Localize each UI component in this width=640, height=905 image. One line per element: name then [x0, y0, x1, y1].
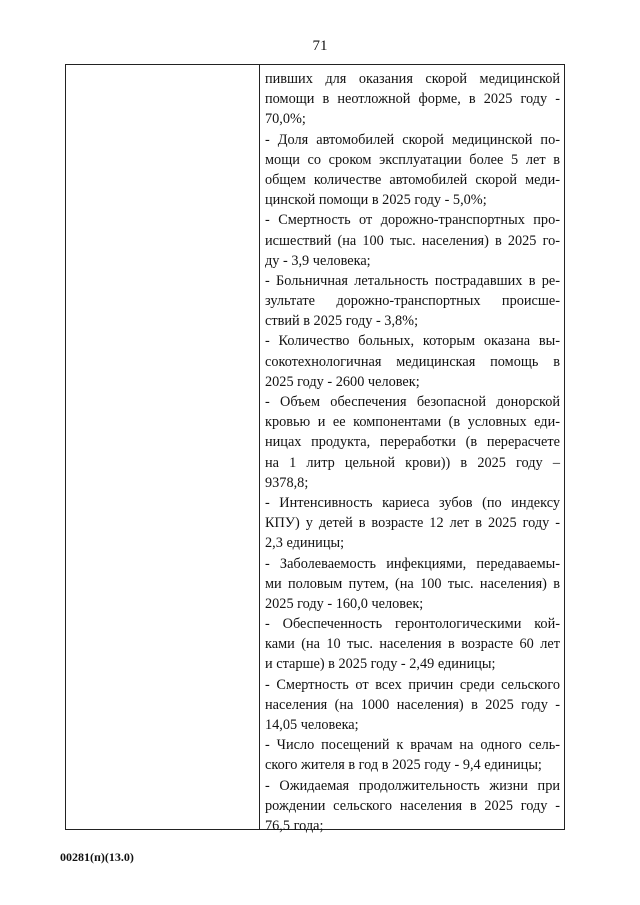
text-line: - Доля автомобилей скорой медицинской по- [265, 131, 560, 148]
text-line: помощи в неотложной форме, в 2025 году - [265, 91, 560, 108]
text-line: - Число посещений к врачам на одного сель- [265, 737, 560, 754]
text-line: 70,0%; [265, 111, 306, 128]
text-line: ками (на 10 тыс. населения в возрасте 60 лет [265, 636, 560, 653]
indicators-text-cell [265, 69, 560, 836]
text-line: 2025 году - 160,0 человек; [265, 595, 424, 612]
text-line: - Объем обеспечения безопасной донорской [265, 394, 560, 410]
text-line: и старше) в 2025 году - 2,49 единицы; [265, 656, 496, 673]
text-line: 76,5 года; [265, 817, 324, 834]
text-line: общем количестве автомобилей скорой меди- [265, 171, 560, 188]
text-line: ми половым путем, (на 100 тыс. населения) в [265, 575, 560, 592]
text-line: ницах продукта, переработки (в перерасчете [265, 434, 560, 451]
text-line: цинской помощи в 2025 году - 5,0%; [265, 192, 487, 209]
text-line: - Смертность от всех причин среди сельского [265, 676, 560, 693]
text-line: ского жителя в год в 2025 году - 9,4 единицы; [265, 757, 542, 774]
text-line: - Ожидаемая продолжительность жизни при [265, 777, 560, 794]
text-line: - Больничная летальность пострадавших в ре- [265, 272, 560, 289]
text-line: КПУ) у детей в возрасте 12 лет в 2025 году - [265, 515, 560, 532]
text-line: рождении сельского населения в 2025 году - [265, 797, 560, 814]
text-line: зультате дорожно-транспортных происше- [265, 293, 560, 310]
text-line: 2025 году - 2600 человек; [265, 373, 420, 390]
text-line: пивших для оказания скорой медицинской [265, 71, 560, 87]
page-number: 71 [312, 38, 328, 54]
column-divider [259, 65, 260, 829]
text-line: 9378,8; [265, 474, 309, 491]
text-line: ду - 3,9 человека; [265, 252, 371, 269]
indicators-table [65, 64, 565, 834]
text-line: - Обеспеченность геронтологическими кой- [265, 616, 560, 633]
document-code: 00281(п)(13.0) [60, 850, 134, 864]
text-line: исшествий (на 100 тыс. населения) в 2025 го- [265, 232, 560, 249]
text-line: - Количество больных, которым оказана вы- [265, 333, 560, 350]
text-line: 2,3 единицы; [265, 535, 345, 552]
text-line: - Смертность от дорожно-транспортных про- [265, 212, 560, 229]
text-line: сокотехнологичная медицинская помощь в [265, 353, 560, 370]
text-line: - Интенсивность кариеса зубов (по индексу [265, 494, 560, 511]
text-line: на 1 литр цельной крови)) в 2025 году – [265, 454, 560, 471]
text-line: кровью и ее компонентами (в условных еди- [265, 414, 560, 431]
text-line: ствий в 2025 году - 3,8%; [265, 313, 419, 330]
text-line: населения (на 1000 населения) в 2025 году - [265, 696, 560, 713]
text-line: 14,05 человека; [265, 717, 359, 733]
text-line: - Заболеваемость инфекциями, передаваемы- [265, 555, 560, 572]
text-line: мощи со сроком эксплуатации более 5 лет в [265, 151, 560, 168]
